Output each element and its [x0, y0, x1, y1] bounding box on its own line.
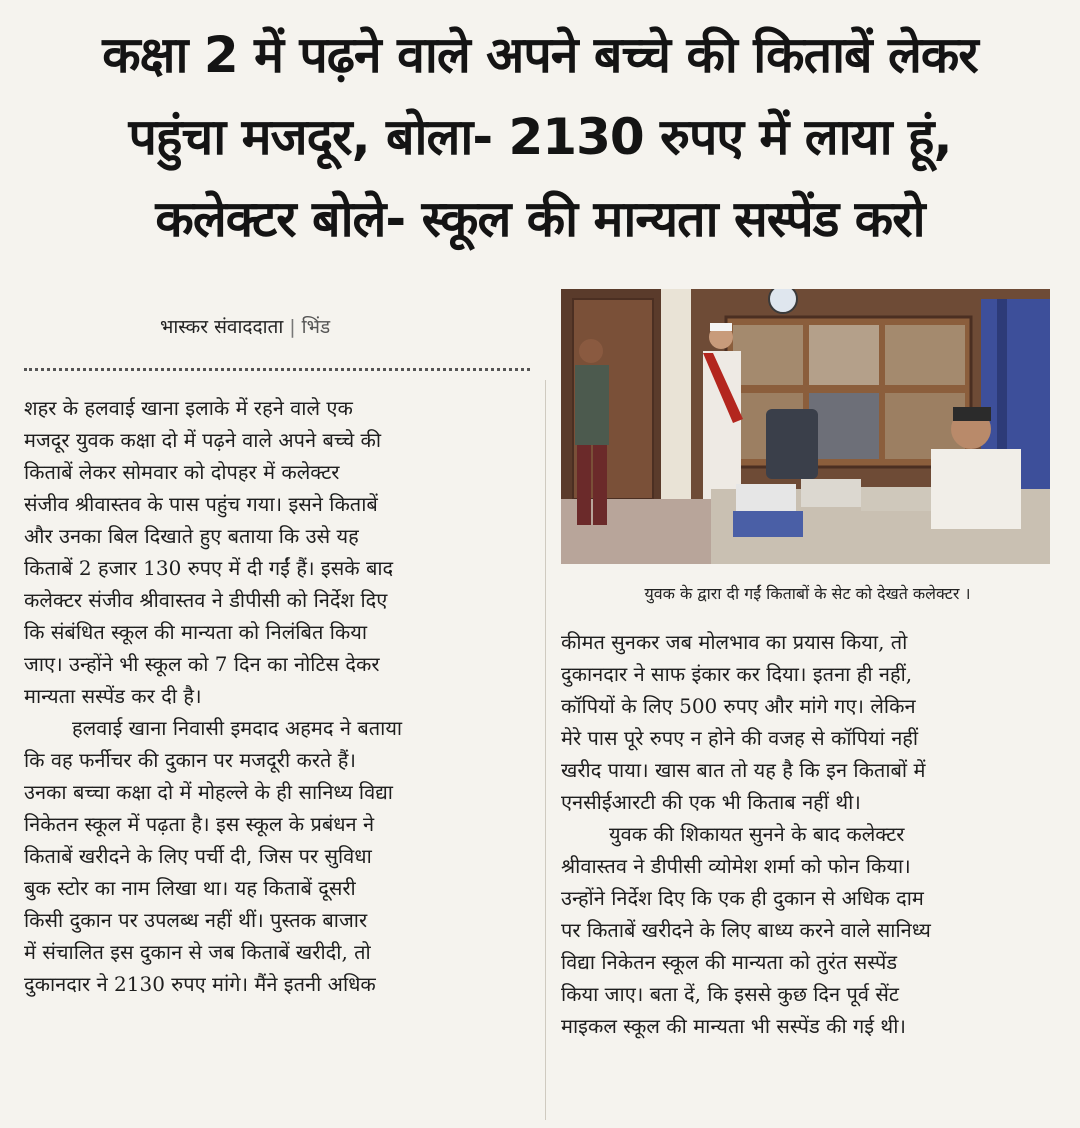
- headline-line-3: कलेक्टर बोले- स्कूल की मान्यता सस्पेंड करो: [155, 190, 925, 248]
- book-stack-blue: [733, 511, 803, 537]
- article-line: विद्या निकेतन स्कूल की मान्यता को तुरंत सस्पेंड: [561, 950, 898, 974]
- article-line: किताबें खरीदने के लिए पर्ची दी, जिस पर सुविधा: [24, 844, 372, 868]
- book-stack-1: [736, 484, 796, 514]
- article-left-column: [24, 392, 534, 1000]
- photo-caption: युवक के द्वारा दी गईं किताबों के सेट को देखते कलेक्टर ।: [644, 584, 971, 603]
- article-right-column: [561, 626, 1056, 1042]
- article-line: मेरे पास पूरे रुपए न होने की वजह से कॉपियां नहीं: [561, 726, 919, 750]
- article-line: खरीद पाया। खास बात तो यह है कि इन किताबों में: [561, 758, 926, 782]
- article-line: दुकानदार ने साफ इंकार कर दिया। इतना ही नहीं,: [561, 662, 913, 686]
- article-line: मान्यता सस्पेंड कर दी है।: [24, 684, 202, 708]
- article-line: जाए। उन्होंने भी स्कूल को 7 दिन का नोटिस देकर: [24, 652, 380, 676]
- man-left-leg: [577, 445, 591, 525]
- article-line: बुक स्टोर का नाम लिखा था। यह किताबें दूसरी: [24, 876, 356, 900]
- news-photo: [561, 289, 1050, 564]
- article-line: शहर के हलवाई खाना इलाके में रहने वाले एक: [24, 396, 353, 420]
- article-line: कि वह फर्नीचर की दुकान पर मजदूरी करते हैं।: [24, 748, 356, 772]
- article-line: किताबें लेकर सोमवार को दोपहर में कलेक्टर: [24, 460, 340, 484]
- shelf-glass-2: [809, 325, 879, 385]
- article-line: कलेक्टर संजीव श्रीवास्तव ने डीपीसी को निर्देश दिए: [24, 588, 388, 612]
- office-chair: [766, 409, 818, 479]
- byline-separator: |: [289, 316, 296, 338]
- article-line: और उनका बिल दिखाते हुए बताया कि उसे यह: [24, 524, 359, 548]
- article-line: पर किताबें खरीदने के लिए बाध्य करने वाले सानिध्य: [561, 918, 931, 942]
- shelf-glass-3: [885, 325, 965, 385]
- article-line: कि संबंधित स्कूल की मान्यता को निलंबित किया: [24, 620, 368, 644]
- shelf-glass-1: [733, 325, 803, 385]
- byline-reporter: भास्कर संवाददाता: [160, 316, 284, 338]
- man-left-leg-2: [593, 445, 607, 525]
- article-line: श्रीवास्तव ने डीपीसी व्योमेश शर्मा को फोन किया।: [561, 854, 911, 878]
- papers: [861, 487, 931, 511]
- collector-shirt: [931, 449, 1021, 529]
- article-line: दुकानदार ने 2130 रुपए मांगे। मैंने इतनी अधिक: [24, 972, 376, 996]
- headline-line-2: पहुंचा मजदूर, बोला- 2130 रुपए में लाया हूं,: [128, 108, 952, 166]
- white-curtain: [661, 289, 691, 499]
- man-left-head: [579, 339, 603, 363]
- article-line: माइकल स्कूल की मान्यता भी सस्पेंड की गई थी।: [561, 1014, 906, 1038]
- byline-place: भिंड: [301, 316, 331, 338]
- article-line: किताबें 2 हजार 130 रुपए में दी गईं हैं। इसके बाद: [24, 556, 394, 580]
- article-line: मजदूर युवक कक्षा दो में पढ़ने वाले अपने बच्चे की: [24, 428, 382, 452]
- article-line: किया जाए। बता दें, कि इससे कुछ दिन पूर्व सेंट: [561, 982, 899, 1006]
- article-line: कीमत सुनकर जब मोलभाव का प्रयास किया, तो: [561, 630, 908, 654]
- man-left-shirt: [575, 365, 609, 445]
- article-line: उन्होंने निर्देश दिए कि एक ही दुकान से अधिक दाम: [561, 886, 924, 910]
- article-line: हलवाई खाना निवासी इमदाद अहमद ने बताया: [72, 716, 403, 740]
- article-line: युवक की शिकायत सुनने के बाद कलेक्टर: [609, 822, 905, 846]
- book-stack-2: [801, 479, 861, 507]
- shelf-glass-5: [809, 393, 879, 459]
- article-line: उनका बच्चा कक्षा दो में मोहल्ले के ही सानिध्य विद्या: [24, 780, 393, 804]
- office-scene-illustration: [561, 289, 1050, 564]
- headline: [20, 14, 1060, 260]
- column-divider: [545, 380, 546, 1120]
- article-line: एनसीईआरटी की एक भी किताब नहीं थी।: [561, 790, 861, 814]
- headline-line-1: कक्षा 2 में पढ़ने वाले अपने बच्चे की किताबें लेकर: [102, 26, 978, 84]
- clock-icon: [769, 289, 797, 313]
- man-white-cap: [710, 323, 732, 331]
- article-line: निकेतन स्कूल में पढ़ता है। इस स्कूल के प्रबंधन ने: [24, 812, 375, 836]
- article-line: कॉपियों के लिए 500 रुपए और मांगे गए। लेकिन: [561, 694, 916, 718]
- article-line: में संचालित इस दुकान से जब किताबें खरीदी, तो: [24, 940, 371, 964]
- byline: [160, 313, 330, 339]
- dotted-divider: [24, 368, 530, 371]
- article-line: संजीव श्रीवास्तव के पास पहुंच गया। इसने किताबें: [24, 492, 378, 516]
- article-line: किसी दुकान पर उपलब्ध नहीं थीं। पुस्तक बाजार: [24, 908, 368, 932]
- collector-hair: [953, 407, 991, 421]
